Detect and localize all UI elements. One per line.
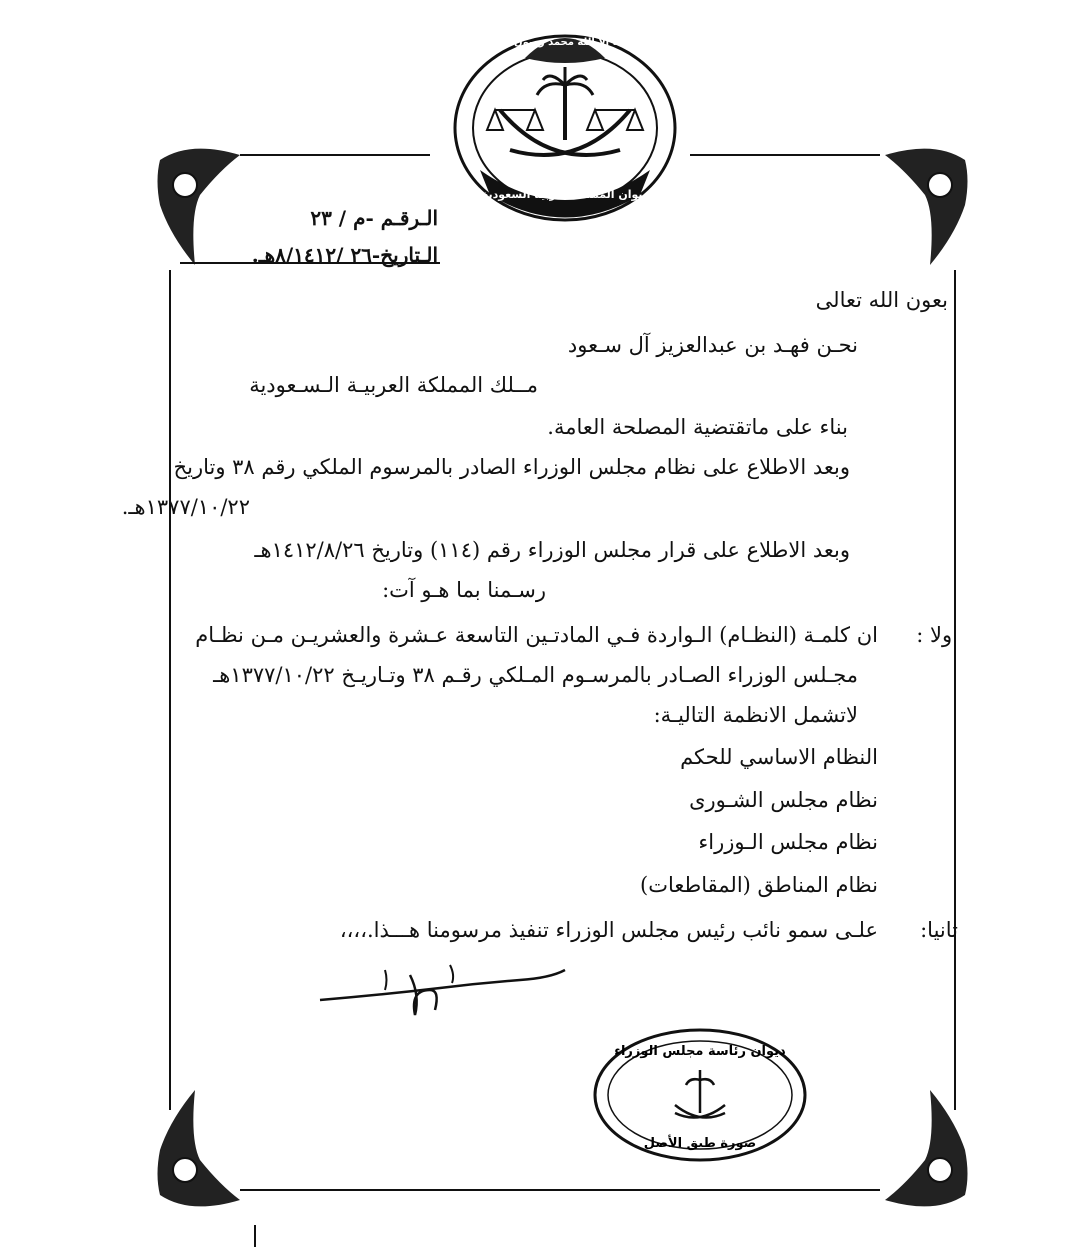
corner-ornament-top-right — [885, 149, 968, 265]
ref-number: الـرقـم -م / ٢٣ — [310, 206, 438, 230]
first-clause-line-2: مجـلس الوزراء الصـادر بالمرسـوم المـلكي رقـم ٣٨ وتـاريـخ ١٣٧٧/١٠/٢٢هـ — [213, 663, 858, 687]
paragraph-council-decision: وبعد الاطلاع على قرار مجلس الوزراء رقم (١١٤) وتاريخ ١٤١٢/٨/٢٦هـ — [254, 538, 850, 562]
system-item-basic-law: النظام الاساسي للحكم — [680, 745, 878, 769]
paragraph-public-interest: بناء على ماتقتضية المصلحة العامة. — [547, 415, 848, 439]
stamp-text-bottom: صورة طبق الأصل — [643, 1136, 757, 1151]
date-underline — [180, 262, 440, 264]
invocation: بعون الله تعالى — [815, 288, 948, 312]
paragraph-council-system-2: ١٣٧٧/١٠/٢٢هـ. — [121, 495, 250, 519]
first-label: اولا : — [916, 623, 958, 647]
emblem-inscription: لا إله إلا الله محمد رسول الله — [493, 37, 637, 48]
paragraph-council-system-1: وبعد الاطلاع على نظام مجلس الوزراء الصادر بالمرسوم الملكي رقم ٣٨ وتاريخ — [173, 455, 850, 479]
system-item-council: نظام مجلس الـوزراء — [698, 830, 878, 854]
first-clause-line-1: ان كلمـة (النظـام) الـواردة فـي المادتـين التاسعة عـشرة والعشريـن مـن نظـام — [195, 623, 878, 647]
council-presidency-stamp — [590, 1025, 810, 1165]
first-clause-line-3: لاتشمل الانظمة التاليـة: — [653, 703, 858, 727]
second-label: ثانيا: — [920, 918, 958, 942]
paragraph-decree: رسـمنا بما هـو آت: — [382, 578, 546, 602]
corner-ornament-top-left — [158, 149, 241, 265]
king-title: مــلك المملكة العربيـة الـسـعودية — [249, 373, 538, 397]
royal-signature — [315, 960, 575, 1025]
palm-swords-icon — [675, 1070, 725, 1118]
stamp-text-top: ديوان رئاسة مجلس الوزراء — [614, 1044, 786, 1059]
corner-ornament-bottom-left — [158, 1090, 241, 1206]
second-clause: علـى سمو نائب رئيس مجلس الوزراء تنفيذ مرسومنا هـــذا.،،،، — [339, 918, 878, 942]
emblem-ribbon: ديوان المملكة العربية السعودية — [481, 188, 649, 201]
corner-ornament-bottom-right — [885, 1090, 968, 1206]
king-name: نحـن فهـد بن عبدالعزيز آل سـعود — [567, 333, 858, 357]
document-date: الـتاريخ-٢٦ /٨/١٤١٢هـ. — [251, 243, 438, 267]
system-item-shura: نظام مجلس الشـورى — [689, 788, 878, 812]
palm-icon — [537, 67, 593, 140]
royal-emblem — [440, 10, 690, 230]
system-item-regions: نظام المناطق (المقاطعات) — [640, 873, 878, 897]
